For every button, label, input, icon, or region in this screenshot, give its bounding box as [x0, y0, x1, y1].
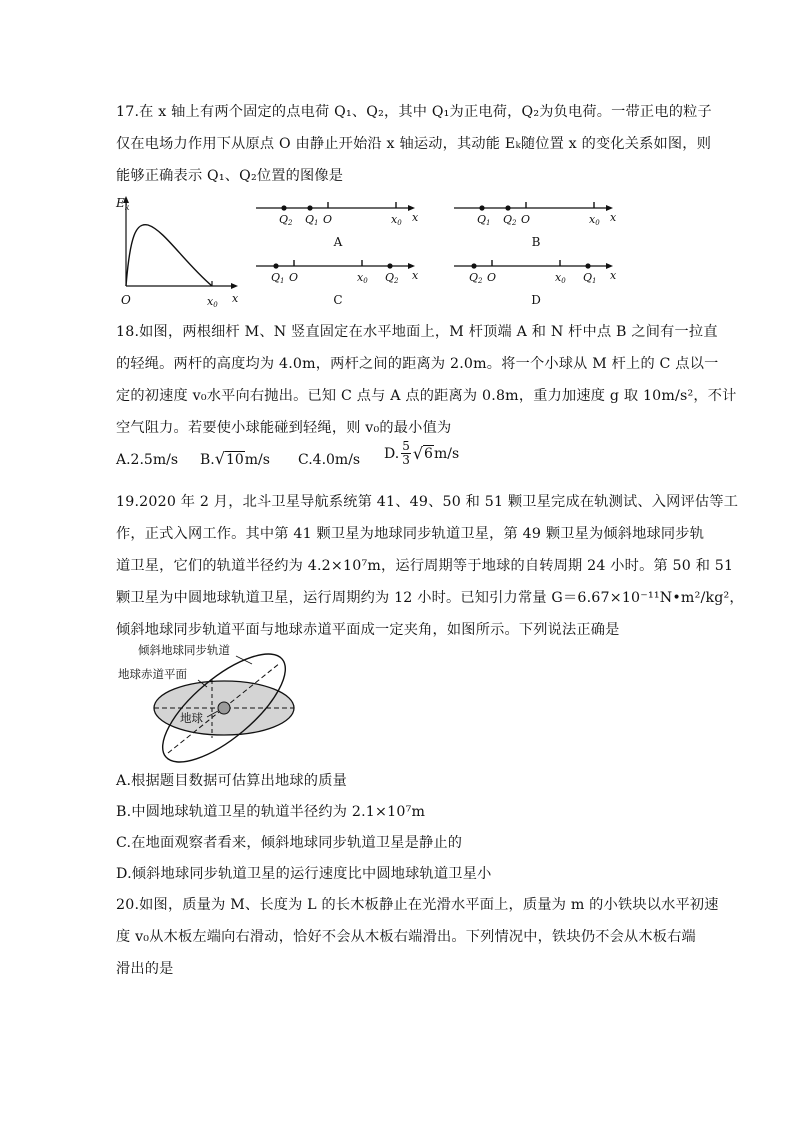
point-q1-label: Q1 — [477, 213, 491, 227]
point-q2-label: Q2 — [279, 213, 293, 227]
q20-line-3: 滑出的是 — [116, 961, 174, 977]
q19-option-b: B.中圆地球轨道卫星的轨道半径约为 2.1×10⁷m — [116, 804, 426, 820]
x0-label: x0 — [207, 295, 218, 309]
option-c-diagram — [254, 254, 424, 306]
q18-line-1: 18.如图，两根细杆 M、N 竖直固定在水平地面上，M 杆顶端 A 和 N 杆中点 B 之间有一拉直 — [116, 324, 718, 340]
axis-x-label: x — [610, 269, 617, 282]
point-x0-label: x0 — [357, 271, 368, 285]
charge-q2-marker — [281, 205, 286, 210]
earth — [218, 702, 230, 714]
point-o-label: O — [521, 213, 531, 226]
fraction: 5 3 — [402, 439, 410, 467]
q19-line-1: 19.2020 年 2 月，北斗卫星导航系统第 41、49、50 和 51 颗卫星完成在轨测试、入网评估等工 — [116, 494, 739, 510]
charge-q1-marker — [307, 205, 312, 210]
x-axis-arrow — [231, 283, 238, 289]
q19-option-a: A.根据题目数据可估算出地球的质量 — [116, 773, 347, 789]
label-equator-plane: 地球赤道平面 — [118, 667, 187, 681]
ek-curve — [126, 225, 212, 286]
q19-line-2: 作，正式入网工作。其中第 41 颗卫星为地球同步轨道卫星，第 49 颗卫星为倾斜地球同步轨 — [116, 526, 705, 542]
point-q2-label: Q2 — [503, 213, 517, 227]
point-q2-label: Q2 — [385, 271, 399, 285]
option-letter: B — [531, 235, 541, 249]
origin-label: O — [121, 293, 131, 307]
q18-line-4: 空气阻力。若要使小球能碰到轻绳，则 v₀的最小值为 — [116, 420, 452, 436]
charge-q1-marker — [585, 263, 590, 268]
point-x0-label: x0 — [391, 213, 402, 227]
charge-q1-marker — [273, 263, 278, 268]
q18-option-d: D. 5 3 √ 6 m/s — [384, 439, 460, 467]
option-b-diagram — [452, 196, 622, 248]
point-x0-label: x0 — [555, 271, 566, 285]
point-q1-label: Q1 — [305, 213, 319, 227]
q18-option-b: B.√10m/s — [200, 449, 270, 468]
axis-x-label: x — [610, 211, 617, 224]
option-a-diagram — [254, 196, 424, 248]
label-tilted-orbit: 倾斜地球同步轨道 — [138, 643, 230, 657]
option-letter: A — [333, 235, 343, 249]
y-label: $E_k$ — [116, 196, 130, 212]
orbit-diagram — [112, 642, 312, 762]
axis-x-label: x — [412, 269, 419, 282]
x-label: x — [232, 292, 239, 305]
ek-x-graph — [116, 196, 246, 308]
point-o-label: O — [289, 271, 299, 284]
q17-line-2: 仅在电场力作用下从原点 O 由静止开始沿 x 轴运动，其动能 Eₖ随位置 x 的变化关系如图，则 — [116, 136, 712, 152]
q18-line-2: 的轻绳。两杆的高度均为 4.0m，两杆之间的距离为 2.0m。将一个小球从 M 杆上的 C 点以一 — [116, 356, 719, 372]
point-o-label: O — [487, 271, 497, 284]
q18-line-3: 定的初速度 v₀水平向右抛出。已知 C 点与 A 点的距离为 0.8m，重力加速度 g 取 10m/s²，不计 — [116, 388, 737, 404]
label-earth: 地球 — [180, 711, 203, 725]
q19-line-3: 道卫星，它们的轨道半径约为 4.2×10⁷m，运行周期等于地球的自转周期 24 小时。第 50 和 51 — [116, 558, 734, 574]
option-letter: D — [531, 293, 541, 307]
q20-line-2: 度 v₀从木板左端向右滑动，恰好不会从木板右端滑出。下列情况中，铁块仍不会从木板右端 — [116, 929, 696, 945]
q19-line-5: 倾斜地球同步轨道平面与地球赤道平面成一定夹角，如图所示。下列说法正确是 — [116, 622, 620, 638]
q19-line-4: 颗卫星为中圆地球轨道卫星，运行周期约为 12 小时。已知引力常量 G＝6.67×10⁻¹¹N•m²/kg²， — [116, 590, 744, 606]
point-q1-label: Q1 — [271, 271, 285, 285]
charge-q2-marker — [387, 263, 392, 268]
charge-q1-marker — [479, 205, 484, 210]
q17-line-1: 17.在 x 轴上有两个固定的点电荷 Q₁、Q₂，其中 Q₁为正电荷，Q₂为负电荷。一带正电的粒子 — [116, 104, 712, 120]
point-q2-label: Q2 — [469, 271, 483, 285]
option-d-diagram — [452, 254, 622, 306]
option-letter: C — [333, 293, 343, 307]
q19-option-d: D.倾斜地球同步轨道卫星的运行速度比中圆地球轨道卫星小 — [116, 866, 492, 882]
q18-option-a: A.2.5m/s — [116, 452, 179, 468]
q20-line-1: 20.如图，质量为 M、长度为 L 的长木板静止在光滑水平面上，质量为 m 的小铁块以水平初速 — [116, 897, 719, 913]
q17-line-3: 能够正确表示 Q₁、Q₂位置的图像是 — [116, 168, 344, 184]
axis-x-label: x — [412, 211, 419, 224]
charge-q2-marker — [505, 205, 510, 210]
point-o-label: O — [323, 213, 333, 226]
point-x0-label: x0 — [589, 213, 600, 227]
charge-q2-marker — [471, 263, 476, 268]
q18-option-c: C.4.0m/s — [298, 452, 361, 468]
point-q1-label: Q1 — [583, 271, 597, 285]
q19-option-c: C.在地面观察者看来，倾斜地球同步轨道卫星是静止的 — [116, 835, 463, 851]
